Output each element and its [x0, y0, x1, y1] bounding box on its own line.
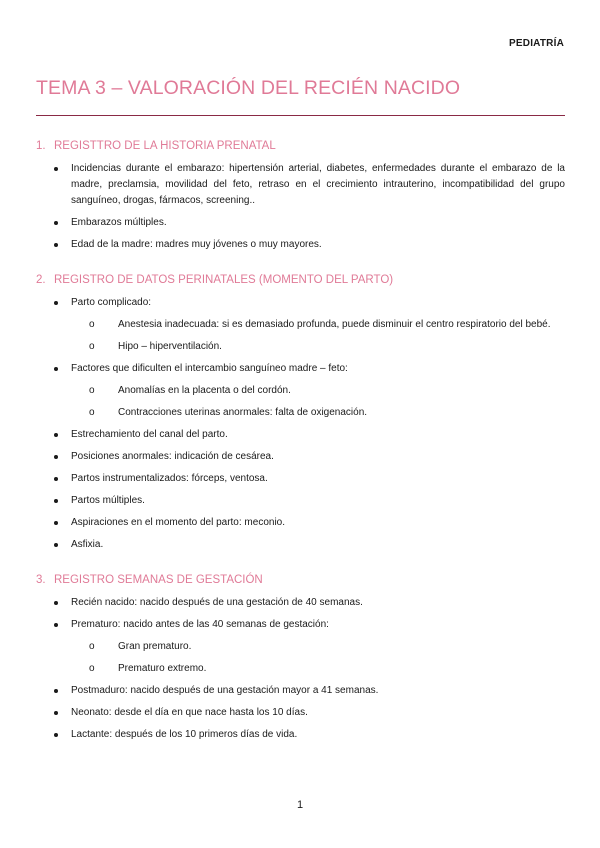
hollow-circle-bullet-icon: o [89, 385, 95, 396]
filled-dot-bullet-icon [54, 601, 58, 605]
sub-list-item [71, 383, 565, 399]
hollow-circle-bullet-icon: o [89, 641, 95, 652]
list-item [36, 471, 565, 487]
list-item-text: Posiciones anormales: indicación de cesárea. [71, 451, 274, 462]
list-item-text: Asfixia. [71, 539, 104, 550]
sub-list-item-text: Contracciones uterinas anormales: falta de oxigenación. [118, 407, 368, 418]
sub-list-item [71, 405, 565, 421]
filled-dot-bullet-icon [54, 499, 58, 503]
filled-dot-bullet-icon [54, 733, 58, 737]
sub-list-item [71, 639, 565, 655]
bullet-list [36, 595, 565, 743]
list-item [36, 449, 565, 465]
bullet-list [36, 161, 565, 253]
page-title: TEMA 3 – VALORACIÓN DEL RECIÉN NACIDO [36, 77, 461, 99]
filled-dot-bullet-icon [54, 521, 58, 525]
list-item-text: Incidencias durante el embarazo: hipertensión arterial, diabetes, enfermedades durante el embarazo de la madre, preclamsia, movilidad del feto, retraso en el crecimiento intrauterino, incompatibilidad del grupo sanguíneo, drogas, fármacos, screening.. [71, 163, 565, 206]
list-item [36, 537, 565, 553]
list-item-text: Edad de la madre: madres muy jóvenes o muy mayores. [71, 239, 322, 250]
list-item [36, 493, 565, 509]
title-divider [36, 115, 565, 116]
list-item-text: Embarazos múltiples. [71, 217, 167, 228]
sub-list-item [71, 339, 565, 355]
section-title: REGISTTRO DE LA HISTORIA PRENATAL [54, 140, 276, 152]
list-item [36, 237, 565, 253]
list-item-text: Factores que dificulten el intercambio sanguíneo madre – feto: [71, 363, 348, 374]
list-item [36, 683, 565, 699]
hollow-circle-bullet-icon: o [89, 407, 95, 418]
filled-dot-bullet-icon [54, 477, 58, 481]
list-item-text: Estrechamiento del canal del parto. [71, 429, 228, 440]
filled-dot-bullet-icon [54, 689, 58, 693]
section-number: 1. [36, 140, 46, 152]
filled-dot-bullet-icon [54, 543, 58, 547]
list-item [36, 705, 565, 721]
filled-dot-bullet-icon [54, 243, 58, 247]
sub-list-item-text: Gran prematuro. [118, 641, 192, 652]
sub-list-item [71, 317, 565, 333]
list-item [36, 617, 565, 677]
filled-dot-bullet-icon [54, 301, 58, 305]
sub-list-item-text: Anomalías en la placenta o del cordón. [118, 385, 291, 396]
filled-dot-bullet-icon [54, 623, 58, 627]
filled-dot-bullet-icon [54, 167, 58, 171]
bullet-list [36, 295, 565, 553]
filled-dot-bullet-icon [54, 433, 58, 437]
sub-list-item-text: Anestesia inadecuada: si es demasiado profunda, puede disminuir el centro respiratorio del bebé. [118, 319, 551, 330]
section-heading [36, 574, 565, 586]
page-header-label: PEDIATRÍA [509, 38, 564, 49]
sub-list-item-text: Hipo – hiperventilación. [118, 341, 222, 352]
hollow-circle-bullet-icon: o [89, 319, 95, 330]
section-title: REGISTRO SEMANAS DE GESTACIÓN [54, 574, 263, 586]
page-number: 1 [296, 799, 304, 811]
list-item [36, 295, 565, 355]
list-item-text: Partos múltiples. [71, 495, 145, 506]
sub-bullet-list [71, 639, 565, 677]
list-item [36, 515, 565, 531]
filled-dot-bullet-icon [54, 711, 58, 715]
section-heading [36, 140, 565, 152]
section-historia-prenatal [36, 140, 565, 253]
list-item [36, 727, 565, 743]
section-datos-perinatales [36, 274, 565, 553]
list-item-text: Parto complicado: [71, 297, 152, 308]
list-item-text: Partos instrumentalizados: fórceps, ventosa. [71, 473, 268, 484]
list-item [36, 161, 565, 209]
sub-list-item-text: Prematuro extremo. [118, 663, 207, 674]
filled-dot-bullet-icon [54, 367, 58, 371]
section-number: 2. [36, 274, 46, 286]
list-item [36, 361, 565, 421]
section-heading [36, 274, 565, 286]
sub-bullet-list [71, 317, 565, 355]
list-item-text: Prematuro: nacido antes de las 40 semanas de gestación: [71, 619, 329, 630]
section-semanas-gestacion [36, 574, 565, 743]
list-item [36, 215, 565, 231]
list-item-text: Recién nacido: nacido después de una gestación de 40 semanas. [71, 597, 363, 608]
list-item [36, 427, 565, 443]
section-number: 3. [36, 574, 46, 586]
list-item [36, 595, 565, 611]
document-body [36, 140, 565, 749]
list-item-text: Neonato: desde el día en que nace hasta los 10 días. [71, 707, 308, 718]
filled-dot-bullet-icon [54, 221, 58, 225]
sub-list-item [71, 661, 565, 677]
list-item-text: Postmaduro: nacido después de una gestación mayor a 41 semanas. [71, 685, 379, 696]
list-item-text: Aspiraciones en el momento del parto: meconio. [71, 517, 286, 528]
list-item-text: Lactante: después de los 10 primeros días de vida. [71, 729, 298, 740]
filled-dot-bullet-icon [54, 455, 58, 459]
sub-bullet-list [71, 383, 565, 421]
section-title: REGISTRO DE DATOS PERINATALES (MOMENTO DEL PARTO) [54, 274, 394, 286]
hollow-circle-bullet-icon: o [89, 663, 95, 674]
hollow-circle-bullet-icon: o [89, 341, 95, 352]
